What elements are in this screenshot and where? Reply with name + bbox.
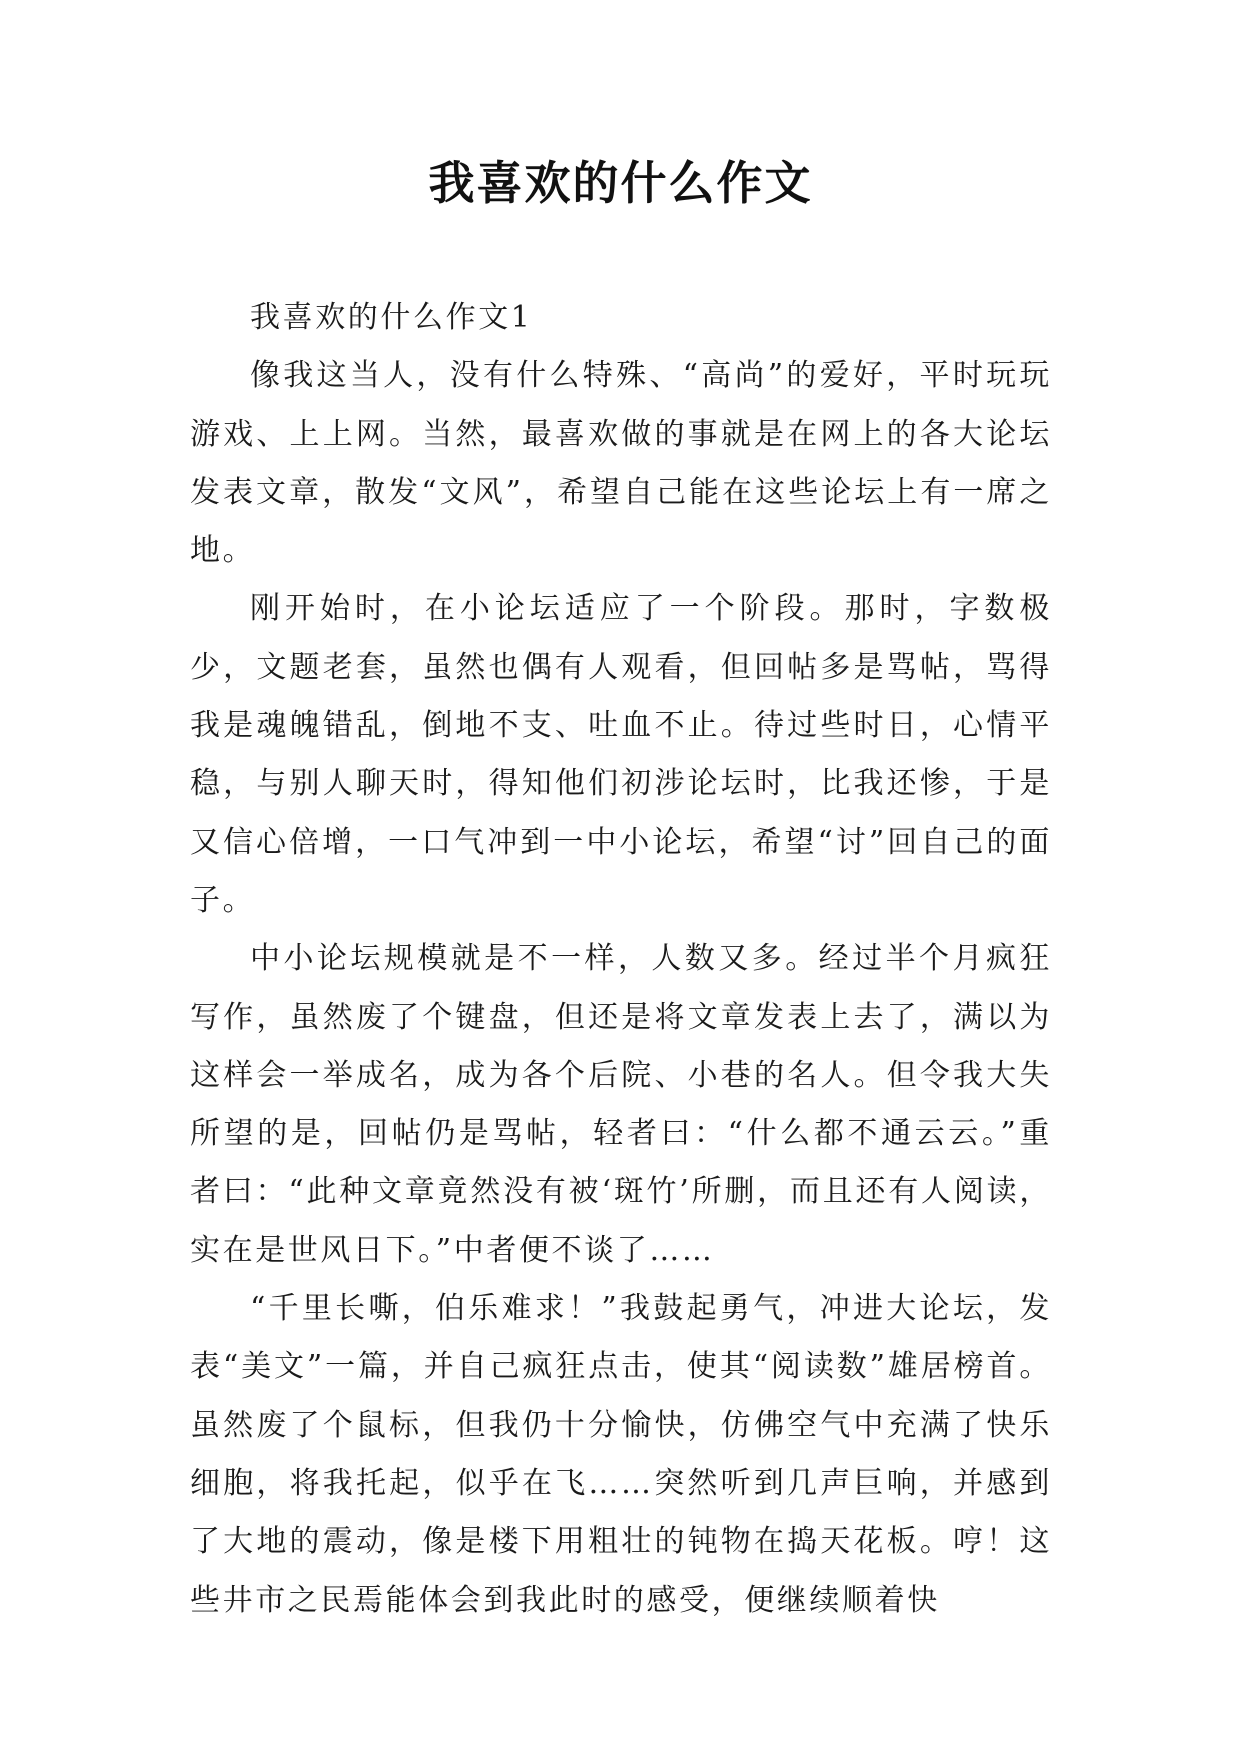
paragraph: 中小论坛规模就是不一样，人数又多。经过半个月疯狂写作，虽然废了个键盘，但还是将文章发表上去了，满以为这样会一举成名，成为各个后院、小巷的名人。但令我大失所望的是，回帖仍是骂帖，轻者曰：“什么都不通云云。”重者曰：“此种文章竟然没有被‘斑竹’所删，而且还有人阅读，实在是世风日下。”中者便不谈了…… [190, 941, 1052, 1268]
paragraph: “千里长嘶，伯乐难求！”我鼓起勇气，冲进大论坛，发表“美文”一篇，并自己疯狂点击，使其“阅读数”雄居榜首。虽然废了个鼠标，但我仍十分愉快，仿佛空气中充满了快乐细胞，将我托起，似乎在飞……突然听到几声巨响，并感到了大地的震动，像是楼下用粗壮的钝物在捣天花板。哼！这些井市之民焉能体会到我此时的感受，便继续顺着快 [190, 1291, 1052, 1618]
document-body [190, 289, 1052, 1630]
paragraph: 像我这当人，没有什么特殊、“高尚”的爱好，平时玩玩游戏、上上网。当然，最喜欢做的事就是在网上的各大论坛发表文章，散发“文风”，希望自己能在这些论坛上有一席之地。 [190, 358, 1052, 569]
document-title: 我喜欢的什么作文 [428, 156, 813, 210]
paragraph: 刚开始时，在小论坛适应了一个阶段。那时，字数极少，文题老套，虽然也偶有人观看，但回帖多是骂帖，骂得我是魂魄错乱，倒地不支、吐血不止。待过些时日，心情平稳，与别人聊天时，得知他们初涉论坛时，比我还惨，于是又信心倍增，一口气冲到一中小论坛，希望“讨”回自己的面子。 [190, 591, 1052, 918]
essay-heading: 我喜欢的什么作文1 [250, 300, 533, 335]
